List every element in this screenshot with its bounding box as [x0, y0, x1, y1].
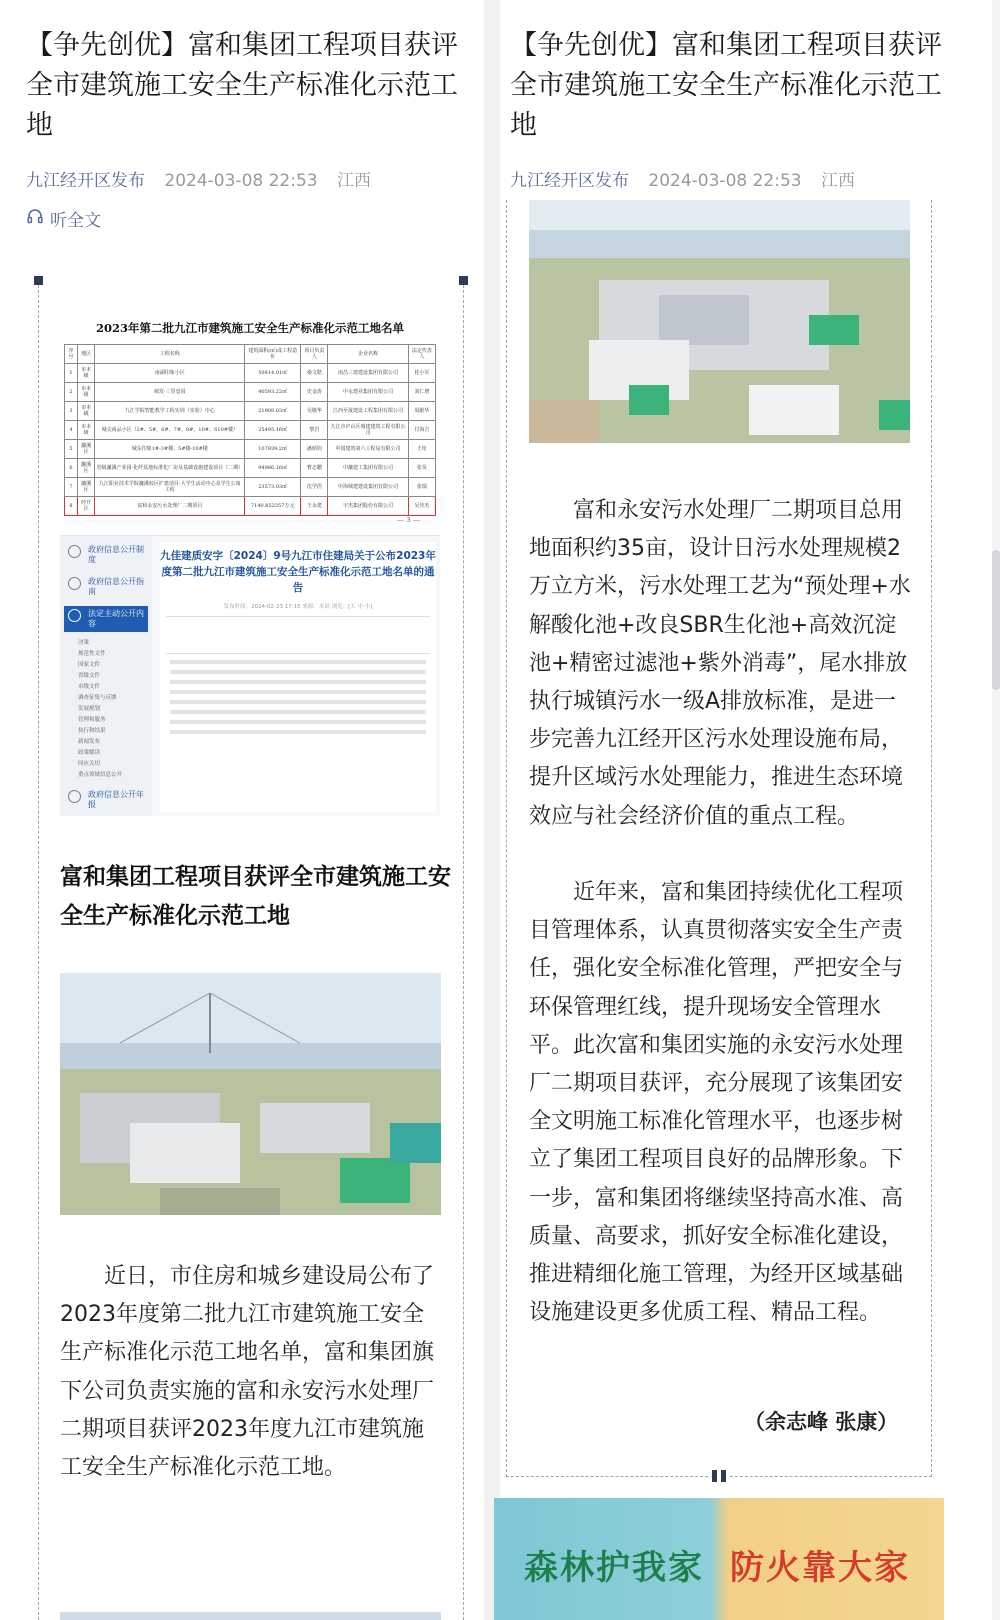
plant-aerial-photo [60, 973, 441, 1215]
text-line [170, 730, 426, 734]
clipboard-icon [68, 609, 81, 622]
article-source-link[interactable]: 九江经开区发布 [510, 171, 629, 191]
table-cell: 刘仁增 [408, 383, 435, 402]
notice-menu-label: 政府信息公开制度 [88, 545, 144, 564]
table-header-cell: 法定代表人 [408, 345, 435, 364]
fire-prevention-banner [494, 1498, 944, 1620]
table-cell: 7 [65, 478, 78, 497]
table-header-cell: 建筑面积(㎡)或工程造价 [245, 345, 301, 364]
left-article-screenshot [0, 0, 484, 1620]
notice-submenu-item: 执行和结果 [78, 728, 106, 734]
listen-button[interactable] [26, 206, 101, 231]
notice-submenu-item: 回应关切 [78, 761, 101, 767]
table-cell: 富和永安污水处理厂二期项目 [95, 497, 245, 516]
notice-menu-label: 政府信息公开指南 [88, 577, 144, 596]
scrollbar-track[interactable] [992, 0, 1000, 1620]
table-row [65, 383, 436, 402]
notice-submenu-item: 政策解读 [78, 750, 101, 756]
table-cell: 50814.01㎡ [245, 364, 301, 383]
notice-submenu-item: 省级文件 [78, 673, 101, 679]
table-cell: 王珩 [408, 440, 435, 459]
table-cell: 21908.03㎡ [245, 402, 301, 421]
article-title: 【争先创优】富和集团工程项目获评全市建筑施工安全生产标准化示范工地 [26, 30, 458, 141]
notice-submenu-item: 决策 [78, 640, 90, 646]
notice-title: 九佳建质安字〔2024〕9号九江市住建局关于公布2023年度第二批九江市建筑施工安全生产标准化示范工地名单的通告 [160, 550, 436, 594]
table-row [65, 478, 436, 497]
notice-submenu-item: 规范性文件 [78, 651, 106, 657]
table-cell: 南湖印象小区 [95, 364, 245, 383]
article-datetime: 2024-03-08 22:53 [648, 171, 802, 191]
table-cell: 潘炳钧 [301, 440, 328, 459]
table-cell: 25495.16㎡ [245, 421, 301, 440]
table-cell: 九江学院智能教学工程实训（实验）中心 [95, 402, 245, 421]
table-cell: 黎岩 [301, 421, 328, 440]
article-subheading: 富和集团工程项目获评全市建筑施工安全生产标准化示范工地 [60, 864, 451, 929]
article-meta [510, 166, 869, 191]
column-divider [484, 0, 500, 1620]
notice-menu-label: 法定主动公开内容 [88, 609, 144, 628]
table-cell: 曹志鹏 [301, 459, 328, 478]
table-cell: 史金涛 [301, 383, 328, 402]
notice-info-box [166, 616, 430, 654]
headphones-icon [26, 207, 44, 230]
table-cell: 中海城建建设集团有限公司 [328, 478, 408, 497]
table-header-cell: 项目负责人 [301, 345, 328, 364]
demonstration-site-table [64, 344, 436, 516]
notice-menu-label: 政府信息公开年报 [88, 790, 144, 809]
table-cell: 城发·三里壹园 [95, 383, 245, 402]
right-article-screenshot [500, 0, 984, 1620]
article-authors: （余志峰 张康） [744, 1410, 899, 1434]
table-cell: 王永建 [301, 497, 328, 516]
table-cell: 中濂建工集团有限公司 [328, 459, 408, 478]
table-cell: 市本级 [77, 364, 95, 383]
compass-icon [68, 577, 81, 590]
notice-submenu-item: 市级文件 [78, 684, 101, 690]
table-cell: 107939.2㎡ [245, 440, 301, 459]
notice-submenu-item: 调查征集与反馈 [78, 695, 117, 701]
table-cell: 经开区 [77, 497, 95, 516]
table-cell: 桂小军 [408, 364, 435, 383]
table-cell: 沈学浩 [301, 478, 328, 497]
table-cell: 江西至晟建设工程集团有限公司 [328, 402, 408, 421]
notice-submenu-item: 管理和服务 [78, 717, 106, 723]
table-cell: 市本级 [77, 402, 95, 421]
text-line [170, 720, 426, 724]
table-header-cell: 序号 [65, 345, 78, 364]
table-cell: 4 [65, 421, 78, 440]
listen-label: 听全文 [50, 211, 101, 231]
notice-date: 发布时间：2024-02-23 17:15 来源：本站 浏览：[大 中 小] [223, 604, 373, 610]
banner-left-text: 森林护我家 [524, 1548, 704, 1588]
notice-submenu-item: 国家文件 [78, 662, 101, 668]
table-cell: 九江市庐山区城建建筑工程有限公司 [328, 421, 408, 440]
article-region: 江西 [821, 171, 856, 191]
table-cell: 付海吉 [408, 421, 435, 440]
notice-submenu-item: 重点领域信息公开 [78, 772, 123, 778]
table-cell: 桑文皓 [301, 364, 328, 383]
table-cell: 南昌三建建设集团有限公司 [328, 364, 408, 383]
table-cell: 中永建业集团有限公司 [328, 383, 408, 402]
table-header-row [65, 345, 436, 364]
text-line [170, 700, 426, 704]
table-cell: 市本级 [77, 383, 95, 402]
table-cell: 濂溪区 [77, 478, 95, 497]
government-notice-screenshot [60, 535, 440, 816]
article-region: 江西 [337, 171, 372, 191]
notice-menu-item [64, 787, 148, 813]
document-page-number: — 3 — [397, 516, 420, 524]
article-source-link[interactable]: 九江经开区发布 [26, 171, 145, 191]
table-cell: 7140.852357万元 [245, 497, 301, 516]
table-cell: 省级濂溪产业园-化纤基地标准化厂房及基础设施建设项目（二期） [95, 459, 245, 478]
scroll-position-marker [708, 1468, 730, 1484]
table-cell: 城尖商品小区（2#、5#、6#、7#、8#、10#、S10#楼） [95, 421, 245, 440]
article-datetime: 2024-03-08 22:53 [164, 171, 318, 191]
table-header-cell: 企业名称 [328, 345, 408, 364]
table-cell: 吴佳杰 [408, 497, 435, 516]
notice-menu-item [64, 574, 148, 600]
table-cell: 张昊 [408, 459, 435, 478]
notice-submenu-item: 发展规划 [78, 706, 101, 712]
notice-menu-item [64, 542, 148, 568]
frame-corner-marker [34, 276, 43, 285]
table-cell: 濂溪区 [77, 459, 95, 478]
table-cell: 张瑞 [408, 478, 435, 497]
table-header-cell: 工程名称 [95, 345, 245, 364]
text-line [170, 680, 426, 684]
table-cell: 宇杰集团股份有限公司 [328, 497, 408, 516]
table-cell: 九江职业技术学院濂溪校区扩建项目-大学生活动中心及学生公寓工程 [95, 478, 245, 497]
table-cell: 中国建筑第六工程局有限公司 [328, 440, 408, 459]
table-cell: 吴敬华 [301, 402, 328, 421]
table-cell: 94986.16㎡ [245, 459, 301, 478]
table-cell: 城东印象1#-3#楼、5#楼-10#楼 [95, 440, 245, 459]
scrollbar-thumb[interactable] [992, 550, 1000, 690]
notice-submenu [60, 638, 152, 781]
table-cell: 23573.03㎡ [245, 478, 301, 497]
table-row [65, 364, 436, 383]
table-cell: 濂溪区 [77, 440, 95, 459]
article-paragraph-right-1: 富和永安污水处理厂二期项目总用地面积约35亩，设计日污水处理规模2万立方米，污水处理工艺为“预处理+水解酸化池+改良SBR生化池+高效沉淀池+精密过滤池+紫外消毒”，尾水排放执行城镇污水一级A排放标准，是进一步完善九江经开区污水处理设施布局，提升区域污水处理能力，推进生态环境效应与社会经济价值的重点工程。 [529, 498, 911, 829]
article-paragraph-right-2: 近年来，富和集团持续优化工程项目管理体系，认真贯彻落实安全生产责任，强化安全标准化管理，严把安全与环保管理红线，提升现场安全管理水平。此次富和集团实施的永安污水处理厂二期项目获评，充分展现了该集团安全文明施工标准化管理水平，也逐步树立了集团工程项目良好的品牌形象。下一步，富和集团将继续坚持高水准、高质量、高要求，抓好安全标准化建设，推进精细化施工管理，为经开区域基础设施建设更多优质工程、精品工程。 [529, 880, 904, 1326]
report-icon [68, 790, 81, 803]
notice-side-menu [60, 536, 152, 816]
table-row [65, 497, 436, 516]
notice-text-lines [160, 660, 436, 734]
table-cell: 8 [65, 497, 78, 516]
table-cell: 1 [65, 364, 78, 383]
table-row [65, 402, 436, 421]
plant-aerial-photo [529, 200, 910, 443]
table-cell: 3 [65, 402, 78, 421]
article-meta [26, 166, 385, 191]
article-paragraph-left: 近日，市住房和城乡建设局公布了2023年度第二批九江市建筑施工安全生产标准化示范工地名单，富和集团旗下公司负责实施的富和永安污水处理厂二期项目获评2023年度九江市建筑施工安全生产标准化示范工地。 [60, 1264, 435, 1481]
text-line [170, 690, 426, 694]
notice-body [160, 542, 436, 812]
table-cell: 市本级 [77, 421, 95, 440]
document-title: 2023年第二批九江市建筑施工安全生产标准化示范工地名单 [95, 321, 404, 335]
table-cell: 2 [65, 383, 78, 402]
table-row [65, 459, 436, 478]
table-cell: 40593.22㎡ [245, 383, 301, 402]
notice-submenu-item: 新闻发布 [78, 739, 101, 745]
table-cell: 周献华 [408, 402, 435, 421]
next-image-peek [60, 1612, 441, 1620]
frame-corner-marker [459, 276, 468, 285]
notice-menu-item-active [64, 606, 148, 632]
table-cell: 5 [65, 440, 78, 459]
text-line [170, 660, 426, 664]
table-row [65, 421, 436, 440]
table-row [65, 440, 436, 459]
text-line [170, 710, 426, 714]
document-image [60, 310, 440, 815]
table-cell: 6 [65, 459, 78, 478]
table-header-cell: 地区 [77, 345, 95, 364]
text-line [170, 670, 426, 674]
banner-right-text: 防火靠大家 [730, 1548, 910, 1588]
list-icon [68, 545, 81, 558]
article-title: 【争先创优】富和集团工程项目获评全市建筑施工安全生产标准化示范工地 [510, 30, 942, 141]
